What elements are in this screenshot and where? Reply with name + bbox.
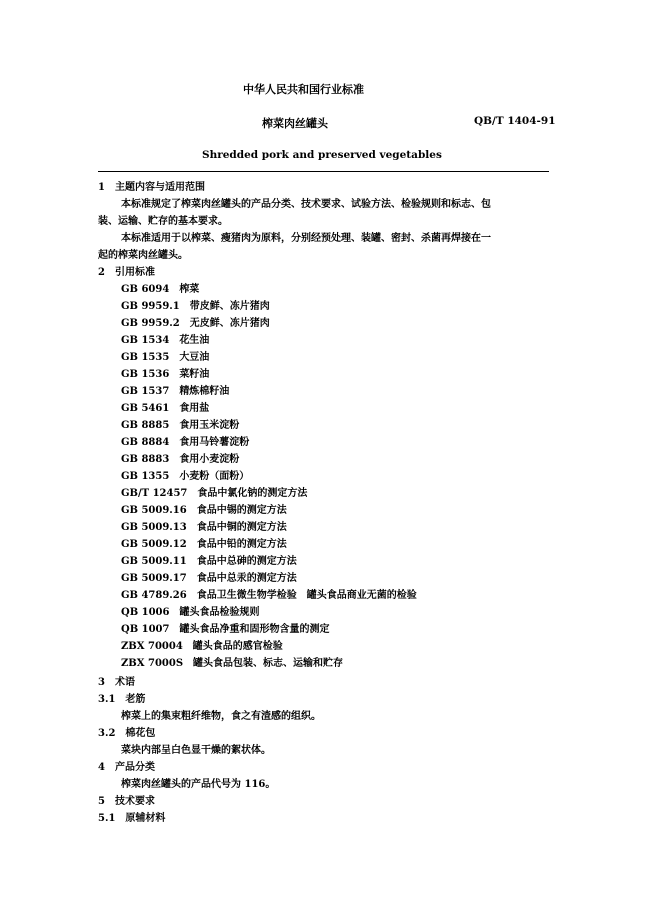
english-title: Shredded pork and preserved vegetables <box>202 149 442 161</box>
reference-item <box>121 454 239 466</box>
reference-separator <box>187 556 197 567</box>
section-4-heading: 4 产品分类 <box>98 762 155 773</box>
reference-item <box>121 522 287 534</box>
section-4-text: 榨菜肉丝罐头的产品代号为 116。 <box>121 779 276 790</box>
reference-separator <box>169 437 179 448</box>
reference-separator <box>169 607 179 618</box>
reference-code: GB 5009.11 <box>121 556 187 567</box>
section-2-heading: 2 引用标准 <box>98 267 155 278</box>
reference-name: 榨菜 <box>179 284 200 295</box>
standard-category: 中华人民共和国行业标准 <box>243 83 364 96</box>
section-1-paragraph-2-cont: 起的榨菜肉丝罐头。 <box>98 250 188 261</box>
reference-code: GB 8885 <box>121 420 170 431</box>
reference-name: 罐头食品包装、标志、运输和贮存 <box>193 658 344 669</box>
reference-item <box>121 624 329 636</box>
reference-code: GB 5461 <box>121 403 170 414</box>
reference-separator <box>180 301 190 312</box>
reference-name: 无皮鲜、冻片猪肉 <box>189 318 270 329</box>
reference-separator <box>187 522 197 533</box>
reference-code: GB 1534 <box>121 335 170 346</box>
section-1-paragraph-1-cont: 装、运输、贮存的基本要求。 <box>98 216 228 227</box>
reference-name: 菜籽油 <box>179 369 210 380</box>
standard-code: QB/T 1404-91 <box>474 115 556 127</box>
reference-separator <box>169 624 179 635</box>
header-divider <box>98 171 549 172</box>
section-1-heading: 1 主题内容与适用范围 <box>98 182 205 193</box>
reference-code: GB 4789.26 <box>121 590 187 601</box>
reference-name: 带皮鲜、冻片猪肉 <box>189 301 270 312</box>
reference-item <box>121 335 209 347</box>
reference-separator <box>169 471 179 482</box>
reference-item <box>121 318 270 330</box>
reference-name: 食品中氯化钠的测定方法 <box>197 488 308 499</box>
reference-separator <box>187 573 197 584</box>
reference-item <box>121 641 283 653</box>
reference-name: 食品中铜的测定方法 <box>196 522 287 533</box>
reference-name: 花生油 <box>179 335 210 346</box>
reference-name: 食用盐 <box>179 403 210 414</box>
section-3-heading: 3 术语 <box>98 677 135 688</box>
term-3-1-heading: 3.1 老筋 <box>98 694 146 705</box>
term-3-2-definition: 菜块内部呈白色显干燥的絮状体。 <box>121 745 271 756</box>
reference-code: GB 5009.13 <box>121 522 187 533</box>
reference-separator <box>183 641 193 652</box>
reference-separator <box>169 335 179 346</box>
reference-item <box>121 403 209 415</box>
reference-code: GB 1535 <box>121 352 170 363</box>
reference-item <box>121 301 270 313</box>
reference-code: GB 5009.17 <box>121 573 187 584</box>
reference-code: GB 5009.12 <box>121 539 187 550</box>
reference-code: GB/T 12457 <box>121 488 188 499</box>
term-3-1-definition: 榨菜上的集束粗纤维物，食之有渣感的组织。 <box>121 711 321 722</box>
reference-item <box>121 658 343 670</box>
reference-name: 罐头食品的感官检验 <box>192 641 283 652</box>
reference-code: GB 9959.1 <box>121 301 180 312</box>
reference-item <box>121 471 249 483</box>
reference-name: 食品中总砷的测定方法 <box>196 556 297 567</box>
reference-code: ZBX 7000S <box>121 658 184 669</box>
reference-code: GB 9959.2 <box>121 318 180 329</box>
reference-separator <box>187 488 197 499</box>
reference-item <box>121 505 287 517</box>
reference-separator <box>187 505 197 516</box>
reference-code: GB 5009.16 <box>121 505 187 516</box>
reference-separator <box>183 658 193 669</box>
reference-item <box>121 369 209 381</box>
reference-item <box>121 284 199 296</box>
reference-item <box>121 556 297 568</box>
reference-item <box>121 437 249 449</box>
reference-name: 精炼棉籽油 <box>179 386 230 397</box>
reference-name: 食品中铅的测定方法 <box>196 539 287 550</box>
reference-separator <box>169 386 179 397</box>
reference-name: 食用玉米淀粉 <box>179 420 240 431</box>
reference-name: 食品中总汞的测定方法 <box>196 573 297 584</box>
reference-item <box>121 590 417 602</box>
reference-item <box>121 420 239 432</box>
reference-item <box>121 386 229 398</box>
reference-name: 食用马铃薯淀粉 <box>179 437 250 448</box>
reference-name: 食用小麦淀粉 <box>179 454 240 465</box>
reference-name: 食品中锡的测定方法 <box>196 505 287 516</box>
reference-name: 罐头食品净重和固形物含量的测定 <box>179 624 330 635</box>
section-5-heading: 5 技术要求 <box>98 796 155 807</box>
reference-code: QB 1006 <box>121 607 170 618</box>
reference-separator <box>169 284 179 295</box>
reference-code: ZBX 70004 <box>121 641 183 652</box>
reference-separator <box>169 369 179 380</box>
reference-code: GB 8883 <box>121 454 170 465</box>
reference-code: GB 6094 <box>121 284 170 295</box>
standard-title: 榨菜肉丝罐头 <box>262 117 328 130</box>
reference-item <box>121 573 297 585</box>
section-5-1-heading: 5.1 原辅材料 <box>98 813 166 824</box>
reference-separator <box>187 539 197 550</box>
reference-name: 罐头食品检验规则 <box>179 607 260 618</box>
section-1-paragraph-2: 本标准适用于以榨菜、瘦猪肉为原料，分别经预处理、装罐、密封、杀菌再焊接在一 <box>121 233 491 244</box>
reference-item <box>121 352 209 364</box>
reference-code: GB 1536 <box>121 369 170 380</box>
reference-code: GB 1355 <box>121 471 170 482</box>
reference-name: 食品卫生微生物学检验 罐头食品商业无菌的检验 <box>196 590 417 601</box>
reference-separator <box>187 590 197 601</box>
reference-separator <box>169 352 179 363</box>
term-3-2-heading: 3.2 棉花包 <box>98 728 156 739</box>
reference-item <box>121 488 307 500</box>
section-1-paragraph-1: 本标准规定了榨菜肉丝罐头的产品分类、技术要求、试验方法、检验规则和标志、包 <box>121 199 491 210</box>
reference-separator <box>169 403 179 414</box>
reference-name: 大豆油 <box>179 352 210 363</box>
reference-item <box>121 539 287 551</box>
reference-separator <box>169 454 179 465</box>
reference-code: GB 8884 <box>121 437 170 448</box>
reference-separator <box>180 318 190 329</box>
reference-code: QB 1007 <box>121 624 170 635</box>
reference-code: GB 1537 <box>121 386 170 397</box>
reference-item <box>121 607 259 619</box>
reference-separator <box>169 420 179 431</box>
reference-name: 小麦粉（面粉） <box>179 471 250 482</box>
